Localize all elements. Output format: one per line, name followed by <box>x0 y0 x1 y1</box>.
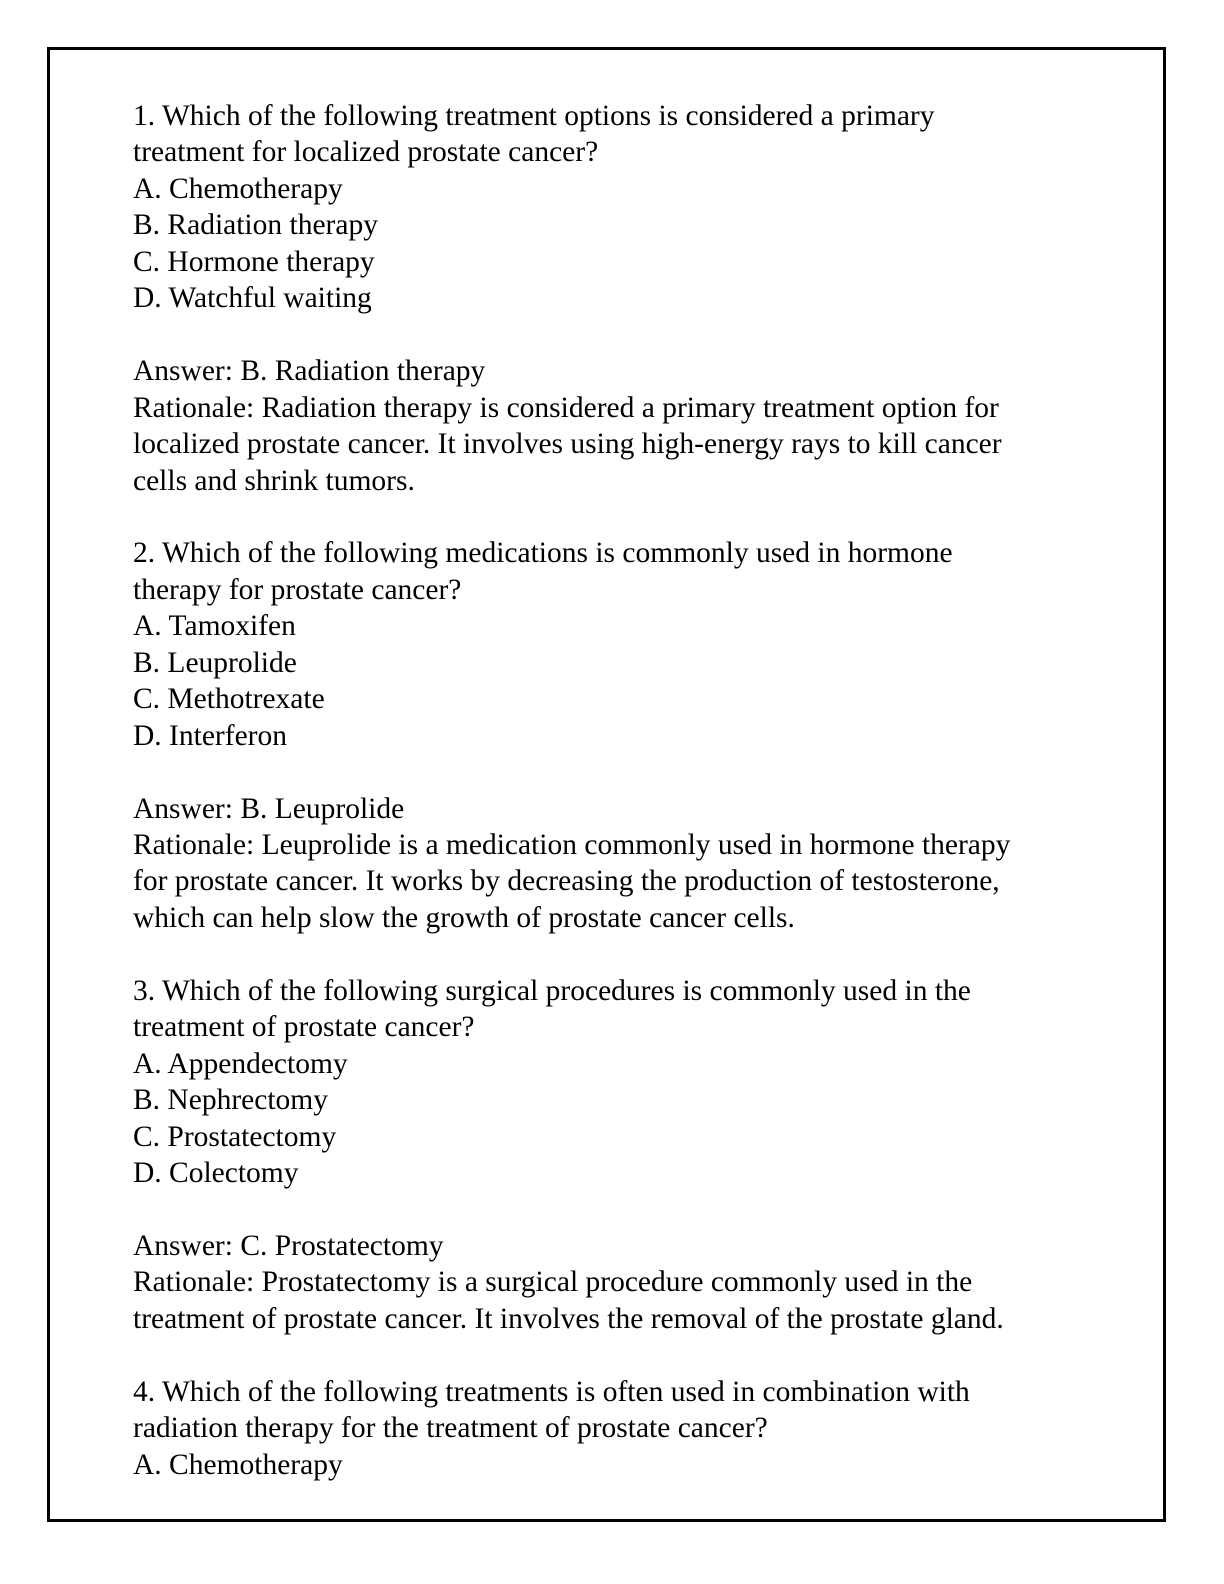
option-d: D. Watchful waiting <box>133 282 372 315</box>
spacer <box>133 499 1133 535</box>
rationale-text: Rationale: Leuprolide is a medication commonly used in hormone therapy <box>133 829 1011 862</box>
question-text: treatment for localized prostate cancer? <box>133 136 599 169</box>
option-a: A. Chemotherapy <box>133 172 343 205</box>
question-text: 3. Which of the following surgical procedures is commonly used in the <box>133 974 971 1007</box>
rationale-text: which can help slow the growth of prostate cancer cells. <box>133 901 795 934</box>
option-b: B. Radiation therapy <box>133 209 378 242</box>
rationale-text: treatment of prostate cancer. It involves the removal of the prostate gland. <box>133 1302 1004 1335</box>
question-text: 4. Which of the following treatments is often used in combination with <box>133 1375 970 1408</box>
question-text: 2. Which of the following medications is commonly used in hormone <box>133 537 953 570</box>
rationale-text: for prostate cancer. It works by decreasing the production of testosterone, <box>133 865 1000 898</box>
spacer <box>133 936 1133 972</box>
spacer <box>133 1337 1133 1373</box>
option-b: B. Nephrectomy <box>133 1084 328 1117</box>
rationale-text: Rationale: Radiation therapy is considered a primary treatment option for <box>133 391 999 424</box>
option-d: D. Interferon <box>133 719 287 752</box>
spacer <box>133 317 1133 353</box>
question-block-3 <box>133 973 1133 1338</box>
answer-text: Answer: B. Radiation therapy <box>133 355 486 388</box>
question-block-1 <box>133 98 1133 499</box>
question-text: treatment of prostate cancer? <box>133 1011 475 1044</box>
option-a: A. Tamoxifen <box>133 610 296 643</box>
question-text: therapy for prostate cancer? <box>133 573 462 606</box>
answer-text: Answer: C. Prostatectomy <box>133 1229 444 1262</box>
option-c: C. Prostatectomy <box>133 1120 337 1153</box>
option-c: C. Hormone therapy <box>133 245 375 278</box>
rationale-text: Rationale: Prostatectomy is a surgical procedure commonly used in the <box>133 1266 973 1299</box>
option-b: B. Leuprolide <box>133 646 297 679</box>
question-text: 1. Which of the following treatment options is considered a primary <box>133 100 935 132</box>
spacer <box>133 754 1133 790</box>
option-c: C. Methotrexate <box>133 683 325 716</box>
document-body <box>133 98 1133 1483</box>
rationale-text: localized prostate cancer. It involves using high-energy rays to kill cancer <box>133 428 1002 461</box>
question-block-2 <box>133 535 1133 936</box>
question-text: radiation therapy for the treatment of prostate cancer? <box>133 1412 768 1445</box>
option-a: A. Appendectomy <box>133 1047 348 1080</box>
question-block-4 <box>133 1374 1133 1483</box>
answer-text: Answer: B. Leuprolide <box>133 792 405 825</box>
rationale-text: cells and shrink tumors. <box>133 464 415 497</box>
option-d: D. Colectomy <box>133 1157 299 1190</box>
option-a: A. Chemotherapy <box>133 1448 343 1481</box>
spacer <box>133 1192 1133 1228</box>
